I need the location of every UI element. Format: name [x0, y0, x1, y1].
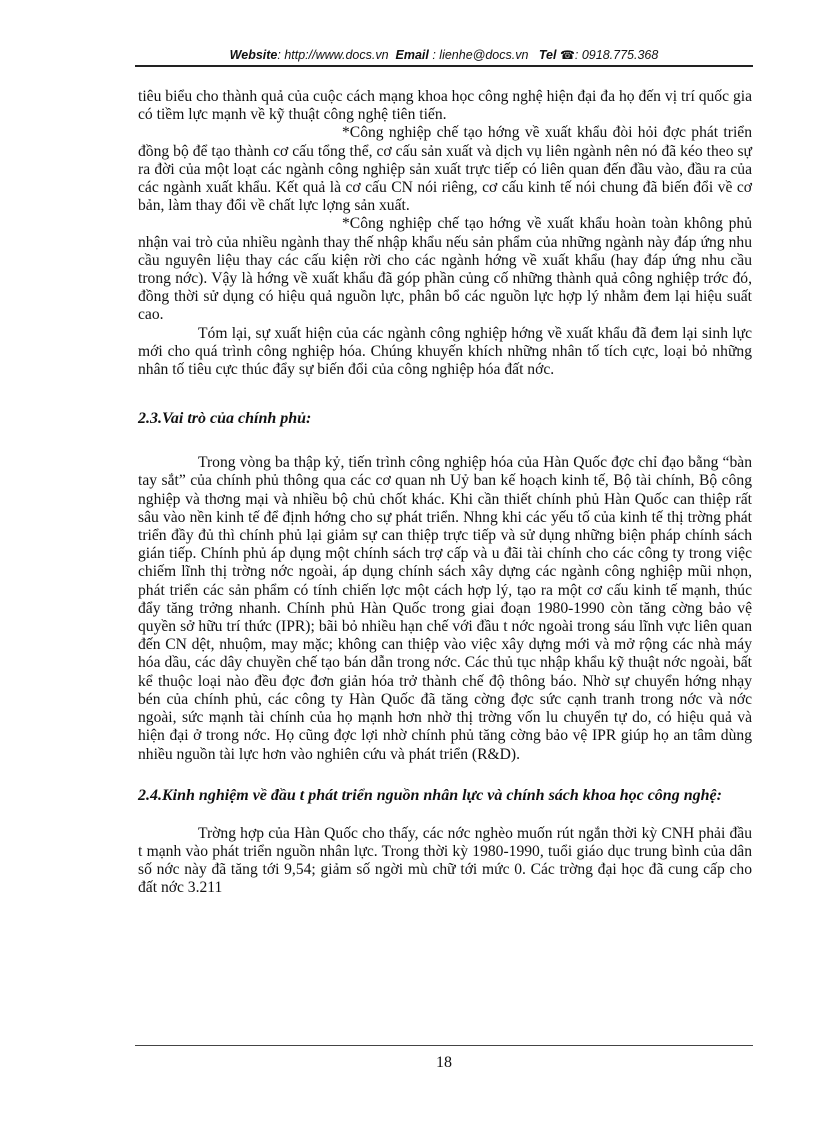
- page-number: 18: [436, 1054, 452, 1071]
- section-heading-2-4: 2.4.Kinh nghiệm về đầu t phát triển nguồn nhân lực và chính sách khoa học công nghệ:: [138, 786, 722, 804]
- phone-icon: ☎: [559, 48, 575, 62]
- paragraph-4: Tóm lại, sự xuất hiện của các ngành công nghiệp hớng về xuất khẩu đã đem lại sinh lực mới cho quá trình công nghiệp hóa. Chúng khuyến khích những nhân tố tích cực, loại bỏ những nhân tố tiêu cực thúc đẩy sự biến đổi của công nghiệp hóa đất nớc.: [138, 324, 752, 379]
- website-label: Website: [229, 48, 278, 62]
- tel-label: Tel: [538, 48, 557, 62]
- page-header: [135, 48, 753, 67]
- paragraph-5: Trong vòng ba thập kỷ, tiến trình công nghiệp hóa của Hàn Quốc đợc chỉ đạo bằng “bàn tay sắt” của chính phủ thông qua các cơ quan nh Uỷ ban kế hoạch kinh tế, Bộ tài chính, Bộ công nghiệp và thơng mại và nhiều bộ chủ chốt khác. Khi cần thiết chính phủ Hàn Quốc can thiệp rất sâu vào nền kinh tế để định hớng cho sự phát triển. Nhng khi các yếu tố của kinh tế thị trờng phát triển đầy đủ thì chính phủ lại giảm sự can thiệp trực tiếp và sử dụng những biện pháp chính sách gián tiếp. Chính phủ áp dụng một chính sách trợ cấp và u đãi tài chính cho các công ty trong việc chiếm lĩnh thị trờng nớc ngoài, áp dụng chính sách xây dựng các ngành công nghiệp mũi nhọn, phát triển các sản phẩm có tính chiến lợc một cách hợp lý, tạo ra một cơ cấu kinh tế mạnh, thúc đẩy tăng trởng nhanh. Chính phủ Hàn Quốc trong giai đoạn 1980-1990 còn tăng cờng bảo vệ quyền sở hữu trí thức (IPR); bãi bỏ nhiều hạn chế với đầu t nớc ngoài trong sáu lĩnh vực liên quan đến CN dệt, nhuộm, may mặc; không can thiệp vào việc xây dựng mới và mở rộng các nhà máy hóa dầu, các dây chuyền chế tạo bán dẫn trong nớc. Các thủ tục nhập khẩu kỹ thuật nớc ngoài, bất kể thuộc loại nào đều đợc đơn giản hóa trở thành chế độ thông báo. Nhờ sự chuyển hớng nhạy bén của chính phủ, các công ty Hàn Quốc đã tăng cờng đợc sức cạnh tranh trong nớc và nớc ngoài, sức mạnh tài chính của họ mạnh hơn nhờ thị trờng vốn lu chuyển tự do, có hiệu quả và hiện đại ở trong nớc. Họ cũng đợc lợi nhờ chính phủ tăng cờng bảo vệ IPR giúp họ an tâm dùng nhiều nguồn tài lực hơn vào nghiên cứu và phát triển (R&D).: [138, 454, 752, 763]
- paragraph-1: tiêu biểu cho thành quả của cuộc cách mạng khoa học công nghệ hiện đại đa họ đến vị trí quốc gia có tiềm lực mạnh về kỹ thuật công nghệ tiên tiến.: [138, 88, 752, 124]
- paragraph-3: *Công nghiệp chế tạo hớng về xuất khẩu hoàn toàn không phủ nhận vai trò của nhiều ngành thay thế nhập khẩu nếu sản phẩm của những ngành này đáp ứng nhu cầu nguyên liệu thay các cấu kiện rời cho các ngành hớng về xuất khẩu (hay đáp ứng nhu cầu trong nớc). Vậy là hớng về xuất khẩu đã góp phần củng cố những thành quả công nghiệp trớc đó, đồng thời sử dụng có hiệu quả nguồn lực, phân bổ các nguồn lực hợp lý nhằm đem lại hiệu suất cao.: [138, 215, 752, 324]
- paragraph-2: *Công nghiệp chế tạo hớng về xuất khẩu đòi hỏi đợc phát triển đồng bộ để tạo thành cơ cấu tổng thể, cơ cấu sản xuất và dịch vụ liên ngành nên nó đã kéo theo sự ra đời của một loạt các ngành công nghiệp sản xuất trực tiếp có liên quan đến đầu vào, đầu ra của các ngành xuất khẩu. Kết quả là cơ cấu CN nói riêng, cơ cấu kinh tế nói chung đã biến đổi về cơ bản, làm thay đổi về chất lực lợng sản xuất.: [138, 124, 752, 215]
- page-footer: [135, 1045, 753, 1072]
- email-label: Email: [395, 48, 429, 62]
- paragraph-6: Trờng hợp của Hàn Quốc cho thấy, các nớc nghèo muốn rút ngắn thời kỳ CNH phải đầu t mạnh vào phát triển nguồn nhân lực. Trong thời kỳ 1980-1990, tuổi giáo dục trung bình của dân số nớc này đã tăng tới 9,54; giảm số ngời mù chữ tới mức 0. Các trờng đại học đã cung cấp cho đất nớc 3.211: [138, 824, 752, 897]
- page-content: [138, 88, 752, 898]
- tel-value: : 0918.775.368: [574, 48, 659, 62]
- website-value: : http://www.docs.vn: [277, 48, 389, 62]
- section-heading-2-3: 2.3.Vai trò của chính phủ:: [138, 410, 312, 428]
- email-value: : lienhe@docs.vn: [432, 48, 529, 62]
